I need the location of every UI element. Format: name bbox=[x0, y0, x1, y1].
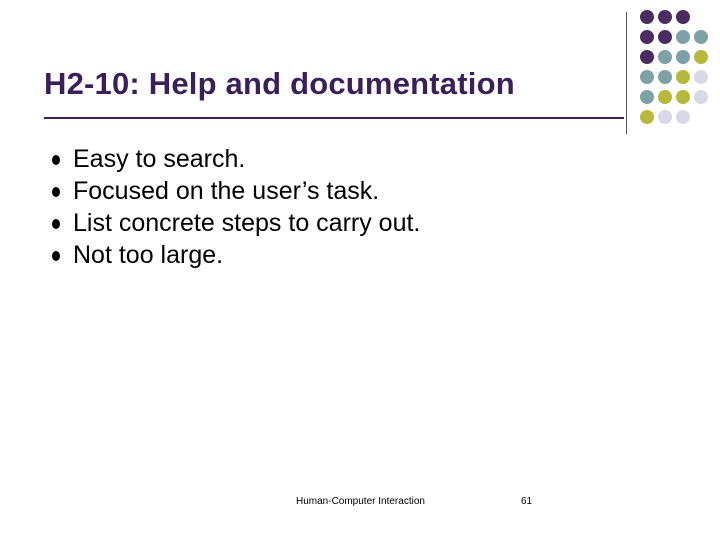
footer-course-name: Human-Computer Interaction bbox=[296, 496, 425, 507]
decorative-dot bbox=[640, 10, 654, 24]
decorative-dot bbox=[658, 70, 672, 84]
decorative-dot bbox=[676, 90, 690, 104]
decorative-dot bbox=[640, 110, 654, 124]
decorative-dot bbox=[694, 70, 708, 84]
bullet-text: Focused on the user’s task. bbox=[73, 177, 380, 205]
slide-title: H2-10: Help and documentation bbox=[44, 66, 515, 101]
vertical-divider bbox=[626, 12, 627, 134]
decorative-dot bbox=[658, 10, 672, 24]
decorative-dot bbox=[658, 30, 672, 44]
decorative-dot bbox=[676, 70, 690, 84]
decorative-dot bbox=[676, 110, 690, 124]
decorative-dot bbox=[640, 30, 654, 44]
decorative-dot bbox=[694, 30, 708, 44]
decorative-dot bbox=[640, 50, 654, 64]
bullet-text: Easy to search. bbox=[73, 145, 246, 173]
decorative-dot bbox=[694, 50, 708, 64]
decorative-dot bbox=[676, 30, 690, 44]
decorative-dot bbox=[676, 10, 690, 24]
decorative-dot bbox=[658, 110, 672, 124]
bullet-icon bbox=[52, 155, 60, 165]
decorative-dot bbox=[640, 70, 654, 84]
bullet-icon bbox=[52, 219, 60, 229]
page-number: 61 bbox=[521, 496, 533, 507]
decorative-dot bbox=[640, 90, 654, 104]
decorative-dot bbox=[694, 90, 708, 104]
decorative-dot bbox=[658, 50, 672, 64]
bullet-icon bbox=[52, 251, 60, 261]
bullet-text: Not too large. bbox=[73, 241, 224, 269]
title-underline bbox=[44, 117, 624, 119]
decorative-dot bbox=[676, 50, 690, 64]
bullet-text: List concrete steps to carry out. bbox=[73, 209, 421, 237]
bullet-icon bbox=[52, 187, 60, 197]
decorative-dot bbox=[658, 90, 672, 104]
